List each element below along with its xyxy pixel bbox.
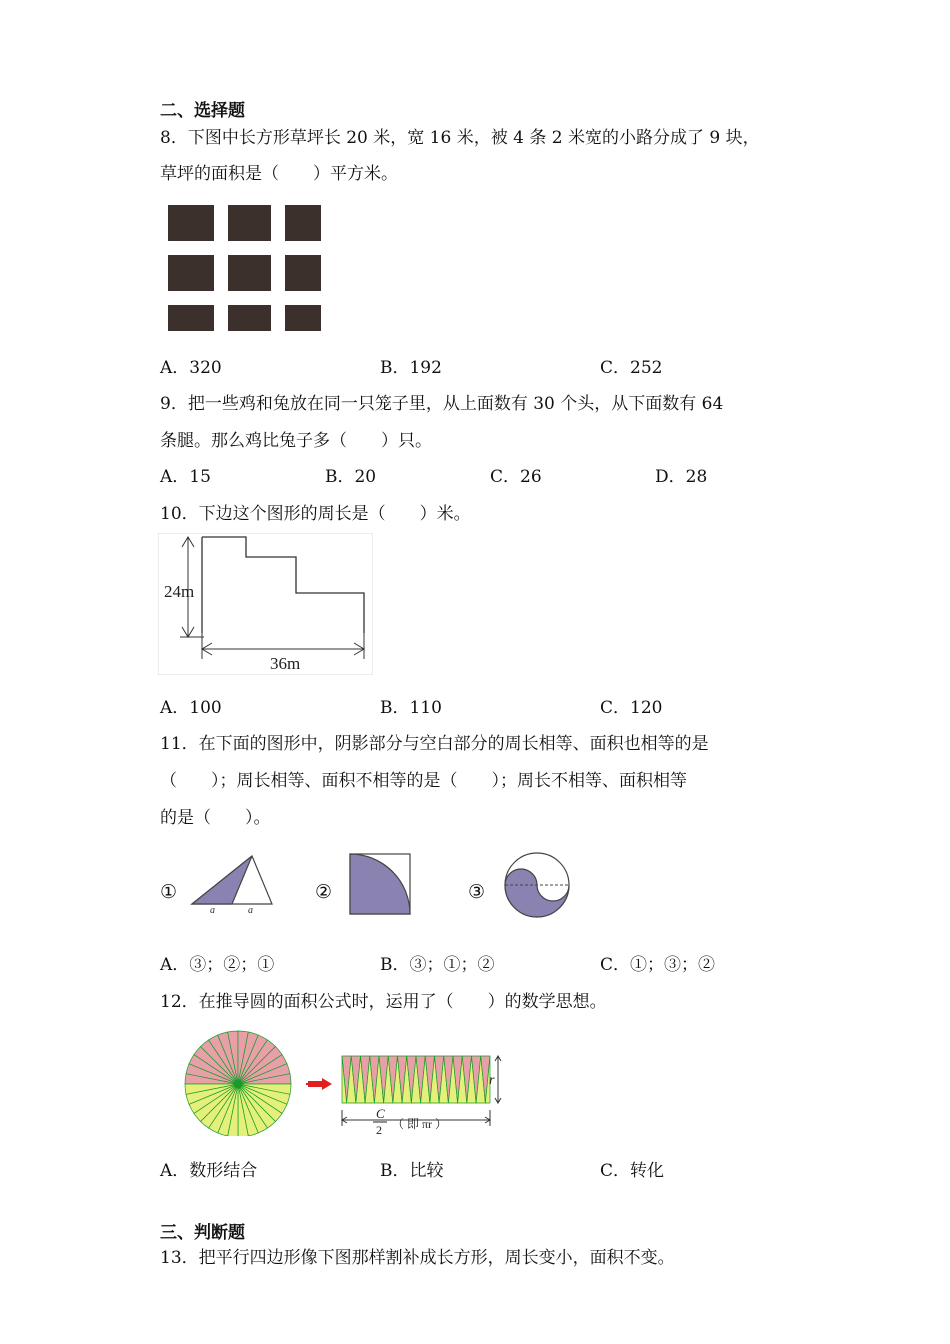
q8-lawn-figure (168, 205, 321, 331)
r-label: r (489, 1073, 495, 1088)
q11-figure-label-2: ② (315, 881, 333, 903)
q11-text-line1: 11．在下面的图形中，阴影部分与空白部分的周长相等、面积也相等的是 (160, 734, 709, 754)
q12-option-b: B．比较 (380, 1161, 444, 1181)
paren-label: （ 即 πr ） (392, 1117, 448, 1131)
q11-figure-label-1: ① (160, 881, 178, 903)
path-horizontal-1 (168, 241, 321, 255)
q10-staircase-figure (158, 533, 373, 675)
section-title-choice: 二、选择题 (160, 101, 245, 121)
q8-text-line2: 草坪的面积是（ ）平方米。 (160, 164, 398, 184)
a-label-2: a (248, 905, 253, 914)
q9-option-a: A．15 (160, 467, 211, 487)
c-label: C (376, 1106, 385, 1121)
q8-option-b: B．192 (380, 358, 442, 378)
q11-figure-label-3: ③ (468, 881, 486, 903)
a-label-1: a (210, 905, 215, 914)
q10-text-line1: 10．下边这个图形的周长是（ ）米。 (160, 504, 471, 524)
q9-option-c: C．26 (490, 467, 542, 487)
q11-option-c: C．①；③；② (600, 955, 716, 975)
q12-circle-transform-figure (180, 1026, 510, 1136)
rearranged-rectangle (342, 1056, 490, 1103)
q12-option-c: C．转化 (600, 1161, 665, 1181)
lawn-rect (168, 205, 321, 331)
q10-option-a: A．100 (160, 698, 222, 718)
q10-option-b: B．110 (380, 698, 442, 718)
circle-center (234, 1080, 242, 1088)
q9-option-d: D．28 (655, 467, 708, 487)
path-vertical-2 (271, 205, 285, 331)
q11-option-a: A．③；②；① (160, 955, 275, 975)
q12-text-line1: 12．在推导圆的面积公式时，运用了（ ）的数学思想。 (160, 992, 607, 1012)
circle-sectors (185, 1031, 291, 1136)
q11-text-line3: 的是（ ）。 (160, 808, 271, 828)
q12-option-a: A．数形结合 (160, 1161, 258, 1181)
section-title-judge: 三、判断题 (160, 1223, 245, 1243)
q11-figure-1-triangle (186, 852, 276, 914)
width-label: 36m (270, 654, 301, 673)
q13-text-line1: 13．把平行四边形像下图那样割补成长方形，周长变小，面积不变。 (160, 1248, 675, 1268)
q9-text-line1: 9．把一些鸡和兔放在同一只笼子里，从上面数有 30 个头，从下面数有 64 (160, 394, 724, 414)
q10-option-c: C．120 (600, 698, 663, 718)
q11-text-line2: （ ）；周长相等、面积不相等的是（ ）；周长不相等、面积相等 (160, 771, 687, 791)
q8-text-line1: 8．下图中长方形草坪长 20 米，宽 16 米，被 4 条 2 米宽的小路分成了 9 块， (160, 128, 760, 148)
q8-option-a: A．320 (160, 358, 222, 378)
q9-option-b: B．20 (325, 467, 377, 487)
q11-figure-2-quarter-circle (348, 852, 412, 916)
path-horizontal-2 (168, 291, 321, 305)
path-vertical-1 (214, 205, 228, 331)
q11-figure-3-yin-yang (502, 850, 572, 920)
height-label: 24m (164, 582, 195, 601)
den-label: 2 (376, 1123, 382, 1136)
q9-text-line2: 条腿。那么鸡比兔子多（ ）只。 (160, 431, 432, 451)
q8-option-c: C．252 (600, 358, 663, 378)
q11-option-b: B．③；①；② (380, 955, 495, 975)
